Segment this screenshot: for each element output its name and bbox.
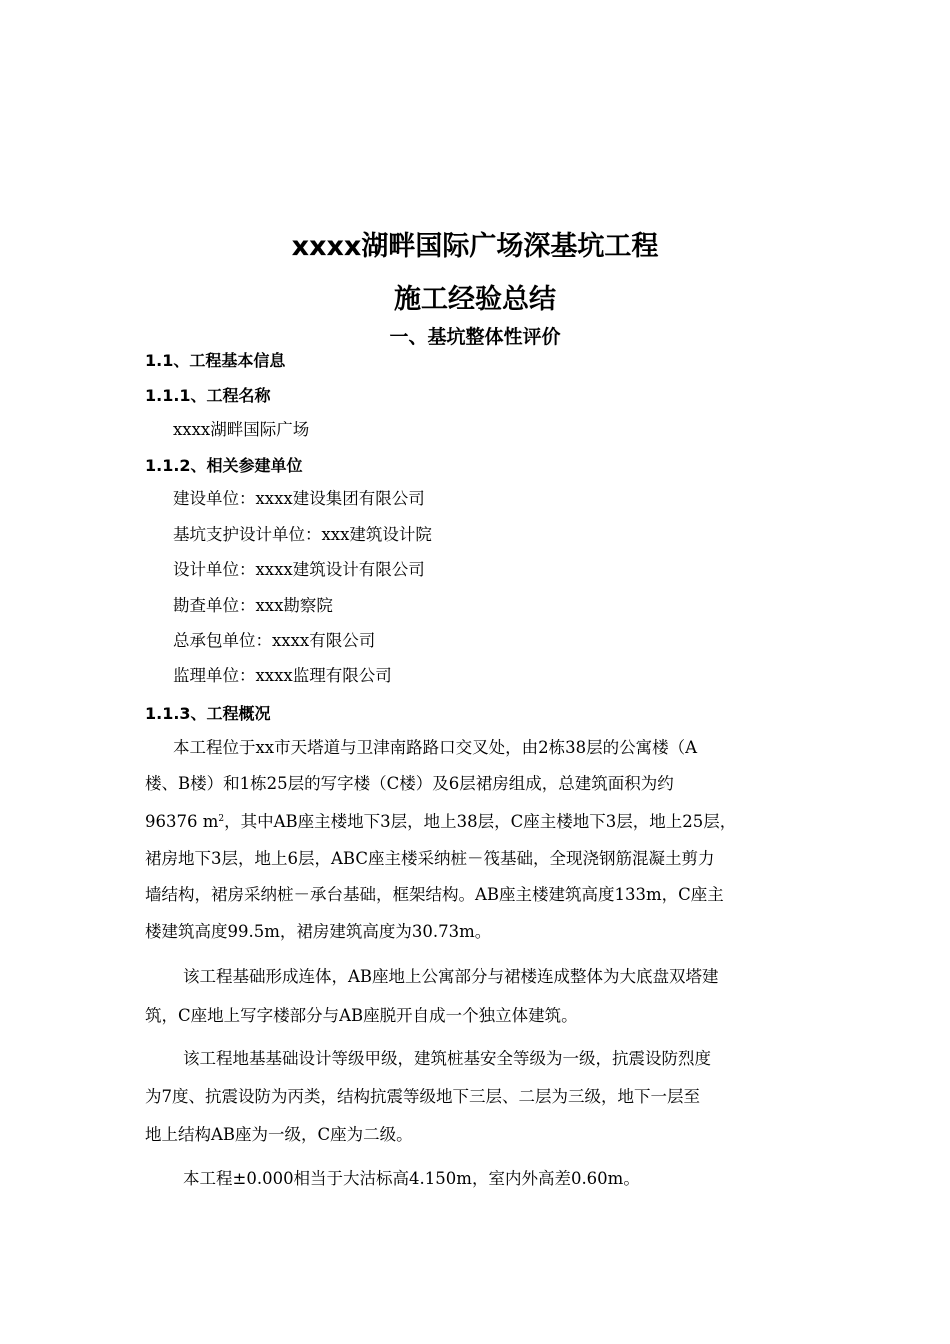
paragraph-line: 地上结构AB座为一级，C座为二级。 — [145, 1125, 413, 1144]
document-subtitle: 施工经验总结 — [394, 284, 556, 315]
paragraph-line: 为7度、抗震设防为丙类，结构抗震等级地下三层、二层为三级，地下一层至 — [145, 1087, 700, 1106]
heading-1-1-3: 1.1.3、工程概况 — [145, 704, 271, 723]
unit-line: 基坑支护设计单位：xxx建筑设计院 — [173, 525, 432, 544]
paragraph-line: 筑，C座地上写字楼部分与AB座脱开自成一个独立体建筑。 — [145, 1006, 578, 1025]
section-heading: 一、基坑整体性评价 — [389, 326, 561, 348]
area-superscript: 2 — [218, 814, 225, 824]
paragraph-line: 楼建筑高度99.5m，裙房建筑高度为30.73m。 — [145, 922, 492, 941]
heading-1-1-1: 1.1.1、工程名称 — [145, 386, 271, 405]
area-continuation: ，其中AB座主楼地下3层，地上38层，C座主楼地下3层，地上25层， — [224, 812, 737, 831]
paragraph-line: 裙房地下3层，地上6层，ABC座主楼采纳桩－筏基础，全现浇钢筋混凝土剪力 — [145, 849, 715, 868]
unit-line: 设计单位：xxxx建筑设计有限公司 — [173, 560, 425, 579]
paragraph-line: 本工程±0.000相当于大沽标高4.150m，室内外高差0.60m。 — [183, 1169, 640, 1188]
unit-line: 建设单位：xxxx建设集团有限公司 — [173, 489, 425, 508]
paragraph-line: 墙结构，裙房采纳桩－承台基础，框架结构。AB座主楼建筑高度133m，C座主 — [145, 885, 724, 904]
paragraph-line: 本工程位于xx市天塔道与卫津南路路口交叉处，由2栋38层的公寓楼（A — [173, 738, 698, 757]
paragraph-line: 该工程基础形成连体，AB座地上公寓部分与裙楼连成整体为大底盘双塔建 — [183, 967, 719, 986]
unit-line: 总承包单位：xxxx有限公司 — [173, 631, 376, 650]
unit-line: 监理单位：xxxx监理有限公司 — [173, 666, 392, 685]
area-value: 96376 m — [145, 812, 219, 831]
heading-1-1: 1.1、工程基本信息 — [145, 351, 286, 370]
project-name: xxxx湖畔国际广场 — [173, 420, 310, 439]
heading-1-1-2: 1.1.2、相关参建单位 — [145, 456, 303, 475]
unit-line: 勘查单位：xxx勘察院 — [173, 596, 333, 615]
document-title: xxxx湖畔国际广场深基坑工程 — [291, 231, 659, 262]
paragraph-line — [145, 810, 736, 834]
paragraph-line: 该工程地基基础设计等级甲级，建筑桩基安全等级为一级，抗震设防烈度 — [183, 1049, 711, 1068]
paragraph-line: 楼、B楼）和1栋25层的写字楼（C楼）及6层裙房组成，总建筑面积为约 — [145, 774, 674, 793]
